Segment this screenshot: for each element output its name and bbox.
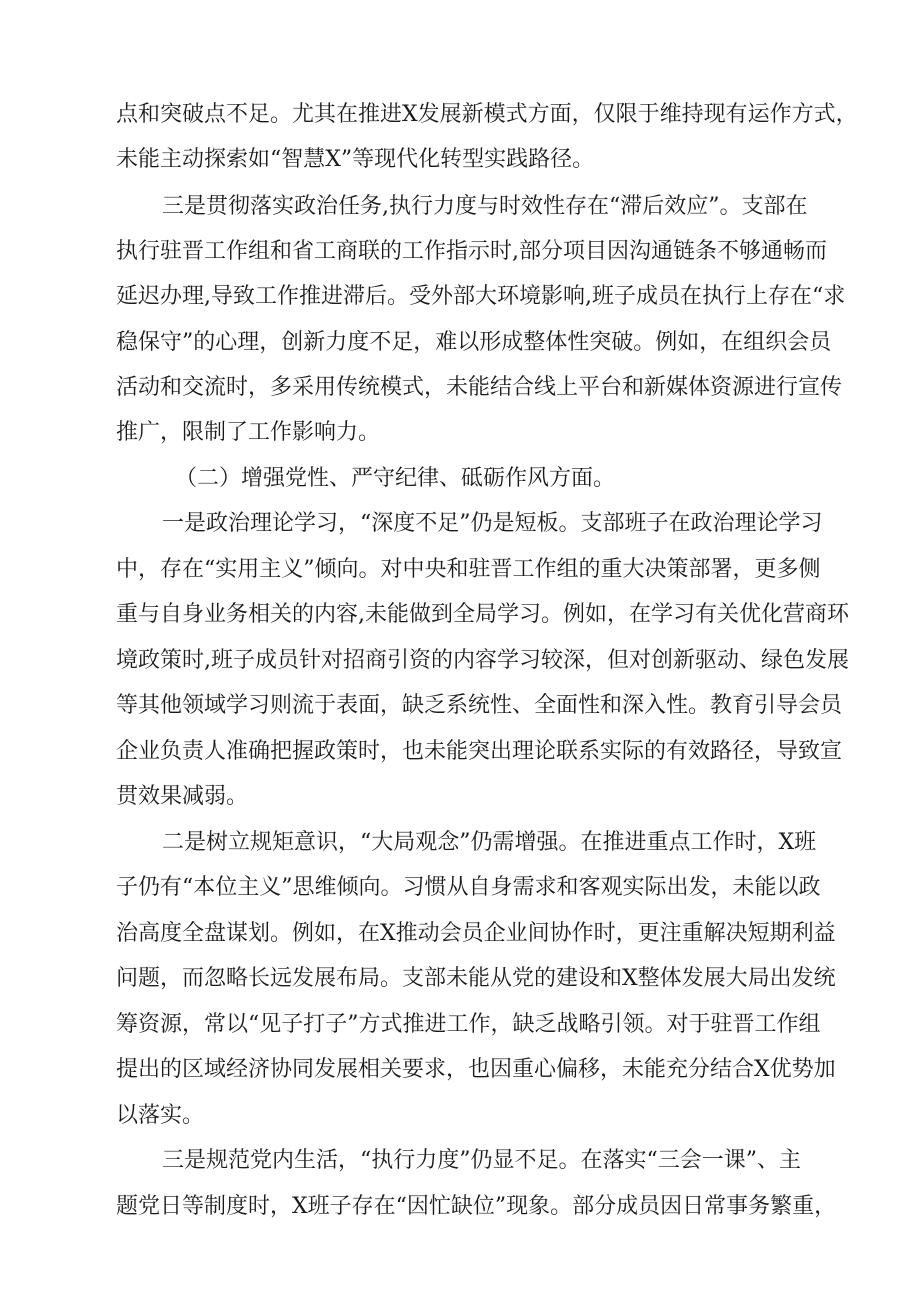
- paragraph-line: 贯效果减弱。: [116, 784, 249, 809]
- paragraph-line: 中，存在“实用主义”倾向。对中央和驻晋工作组的重大决策部署，更多侧: [116, 557, 821, 582]
- paragraph-line: 执行驻晋工作组和省工商联的工作指示时,部分项目因沟通链条不够通畅而: [116, 239, 827, 264]
- paragraph-line: 问题，而忽略长远发展布局。支部未能从党的建设和X整体发展大局出发统: [116, 966, 836, 991]
- paragraph-line: 一是政治理论学习，“深度不足”仍是短板。支部班子在政治理论学习: [162, 511, 823, 536]
- paragraph-line: 稳保守”的心理，创新力度不足，难以形成整体性突破。例如，在组织会员: [116, 330, 832, 355]
- paragraph-line: 推广，限制了工作影响力。: [116, 420, 381, 445]
- paragraph-line: 题党日等制度时，X班子存在“因忙缺位”现象。部分成员因日常事务繁重，: [116, 1194, 837, 1219]
- paragraph-line: 等其他领域学习则流于表面，缺乏系统性、全面性和深入性。教育引导会员: [116, 693, 843, 718]
- paragraph-line: 提出的区域经济协同发展相关要求，也因重心偏移，未能充分结合X优势加: [116, 1057, 836, 1082]
- paragraph-line: 点和突破点不足。尤其在推进X发展新模式方面，仅限于维持现有运作方式，: [116, 102, 858, 127]
- section-heading: （二）增强党性、严守纪律、砥砺作风方面。: [175, 466, 616, 491]
- paragraph-line: 活动和交流时，多采用传统模式，未能结合线上平台和新媒体资源进行宣传: [116, 375, 843, 400]
- paragraph-line: 三是规范党内生活，“执行力度”仍显不足。在落实“三会一课”、主: [162, 1148, 801, 1173]
- paragraph-line: 企业负责人准确把握政策时，也未能突出理论联系实际的有效路径，导致宣: [116, 739, 843, 764]
- paragraph-line: 治高度全盘谋划。例如，在X推动会员企业间协作时，更注重解决短期利益: [116, 921, 836, 946]
- paragraph-line: 二是树立规矩意识，“大局观念”仍需增强。在推进重点工作时，X班: [162, 830, 817, 855]
- paragraph-line: 未能主动探索如“智慧X”等现代化转型实践路径。: [116, 147, 595, 172]
- paragraph-line: 境政策时,班子成员针对招商引资的内容学习较深，但对创新驱动、绿色发展: [116, 648, 849, 673]
- paragraph-line: 延迟办理,导致工作推进滞后。受外部大环境影响,班子成员在执行上存在“求: [116, 284, 846, 309]
- paragraph-line: 三是贯彻落实政治任务,执行力度与时效性存在“滞后效应”。支部在: [162, 194, 808, 219]
- paragraph-line: 以落实。: [116, 1103, 205, 1128]
- paragraph-line: 筹资源，常以“见子打子”方式推进工作，缺乏战略引领。对于驻晋工作组: [116, 1012, 821, 1037]
- paragraph-line: 重与自身业务相关的内容,未能做到全局学习。例如，在学习有关优化营商环: [116, 602, 849, 627]
- paragraph-line: 子仍有“本位主义”思维倾向。习惯从自身需求和客观实际出发，未能以政: [116, 875, 821, 900]
